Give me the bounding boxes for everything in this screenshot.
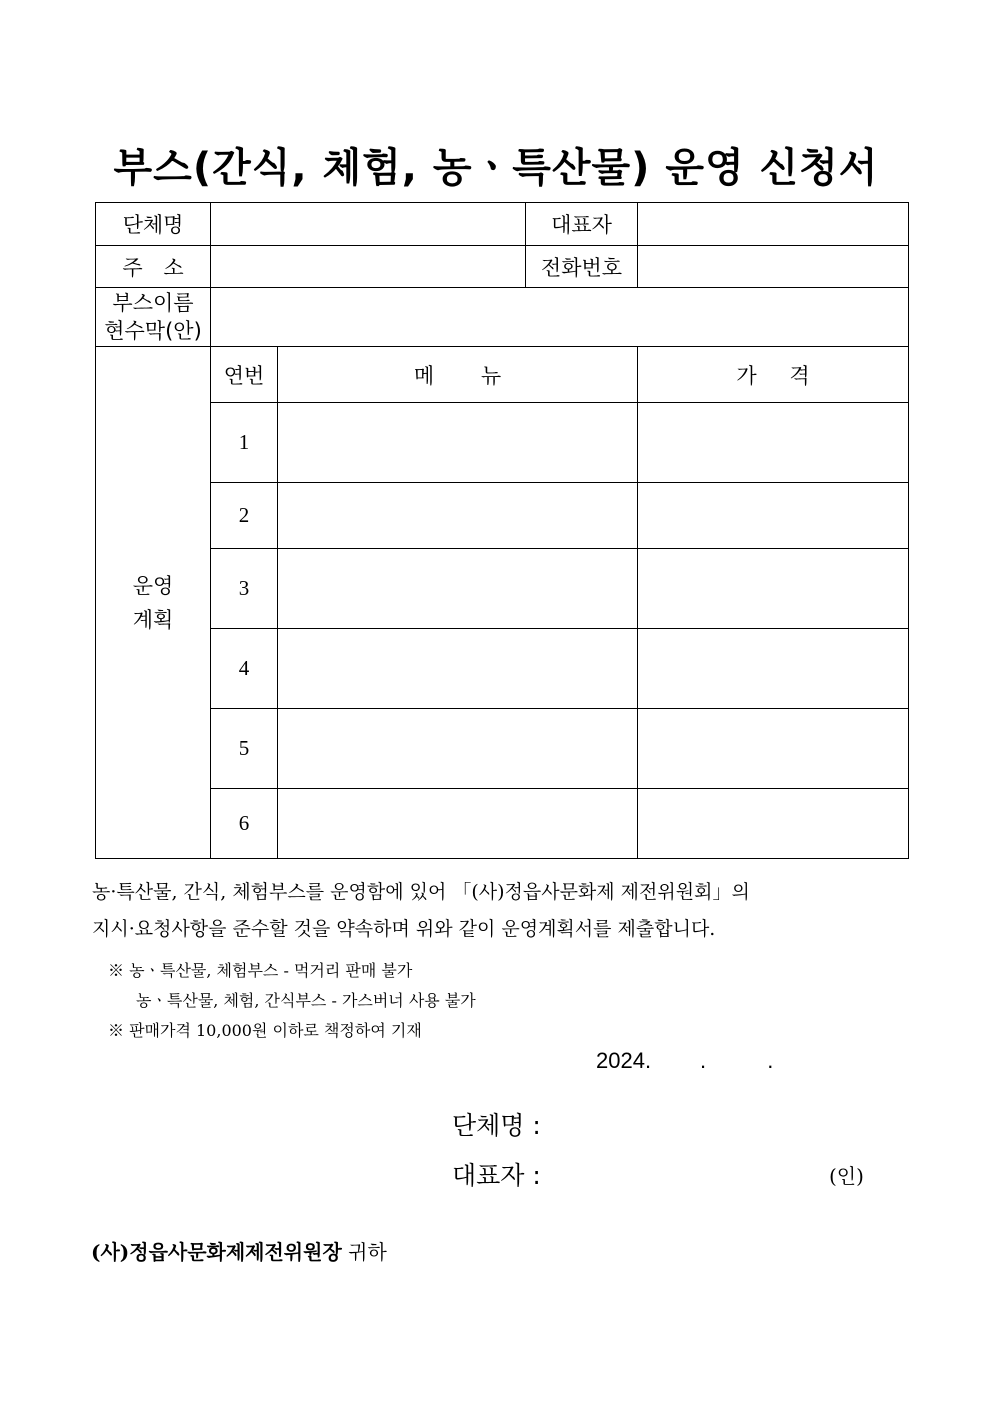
- notes: [108, 956, 808, 1046]
- address-field[interactable]: [211, 246, 526, 288]
- address-label: 주 소: [96, 246, 211, 288]
- note-item: ※ 판매가격 10,000원 이하로 책정하여 기재: [108, 1021, 422, 1040]
- declaration-text: [92, 874, 892, 948]
- menu-cell[interactable]: [278, 549, 638, 629]
- row-number: 4: [211, 629, 278, 709]
- row-number: 1: [211, 403, 278, 483]
- price-cell[interactable]: [638, 483, 909, 549]
- operation-plan-label-line2: 계획: [132, 607, 174, 632]
- declaration-line: 농·특산물, 간식, 체험부스를 운영함에 있어 「(사)정읍사문화제 제전위원회」의: [92, 881, 750, 903]
- application-form-table: [95, 202, 909, 859]
- row-number: 3: [211, 549, 278, 629]
- price-cell[interactable]: [638, 789, 909, 859]
- booth-name-label: [96, 288, 211, 347]
- row-number: 2: [211, 483, 278, 549]
- representative-label: 대표자: [526, 203, 638, 246]
- recipient: [91, 1236, 387, 1265]
- operation-plan-label-line1: 운영: [132, 573, 174, 598]
- signature-org-label: 단체명 :: [452, 1111, 541, 1140]
- phone-label: 전화번호: [526, 246, 638, 288]
- org-name-field[interactable]: [211, 203, 526, 246]
- declaration-line: 지시·요청사항을 준수할 것을 약속하며 위와 같이 운영계획서를 제출합니다.: [92, 918, 716, 940]
- row-number: 5: [211, 709, 278, 789]
- col-header-no: 연번: [211, 347, 278, 403]
- note-item: 농ㆍ특산물, 체험, 간식부스 - 가스버너 사용 불가: [136, 991, 476, 1010]
- seal-mark: (인): [829, 1164, 864, 1188]
- col-header-price: 가 격: [638, 347, 909, 403]
- phone-field[interactable]: [638, 246, 909, 288]
- operation-plan-label: [96, 347, 211, 859]
- page-title: 부스(간식, 체험, 농ㆍ특산물) 운영 신청서: [113, 145, 879, 191]
- menu-cell[interactable]: [278, 403, 638, 483]
- col-header-menu: 메 뉴: [278, 347, 638, 403]
- price-cell[interactable]: [638, 709, 909, 789]
- row-number: 6: [211, 789, 278, 859]
- signature-rep-label: 대표자 :: [452, 1161, 541, 1190]
- booth-name-field[interactable]: [211, 288, 909, 347]
- representative-field[interactable]: [638, 203, 909, 246]
- price-cell[interactable]: [638, 629, 909, 709]
- recipient-suffix: 귀하: [341, 1240, 387, 1264]
- menu-cell[interactable]: [278, 709, 638, 789]
- recipient-name: (사)정읍사문화제제전위원장: [91, 1240, 342, 1264]
- org-name-label: 단체명: [96, 203, 211, 246]
- booth-name-label-line2: 현수막(안): [104, 319, 202, 343]
- booth-name-label-line1: 부스이름: [112, 291, 194, 315]
- price-cell[interactable]: [638, 403, 909, 483]
- price-cell[interactable]: [638, 549, 909, 629]
- menu-cell[interactable]: [278, 789, 638, 859]
- menu-cell[interactable]: [278, 483, 638, 549]
- menu-cell[interactable]: [278, 629, 638, 709]
- note-item: ※ 농ㆍ특산물, 체험부스 - 먹거리 판매 불가: [108, 961, 413, 980]
- submission-date: 2024. . .: [596, 1048, 774, 1073]
